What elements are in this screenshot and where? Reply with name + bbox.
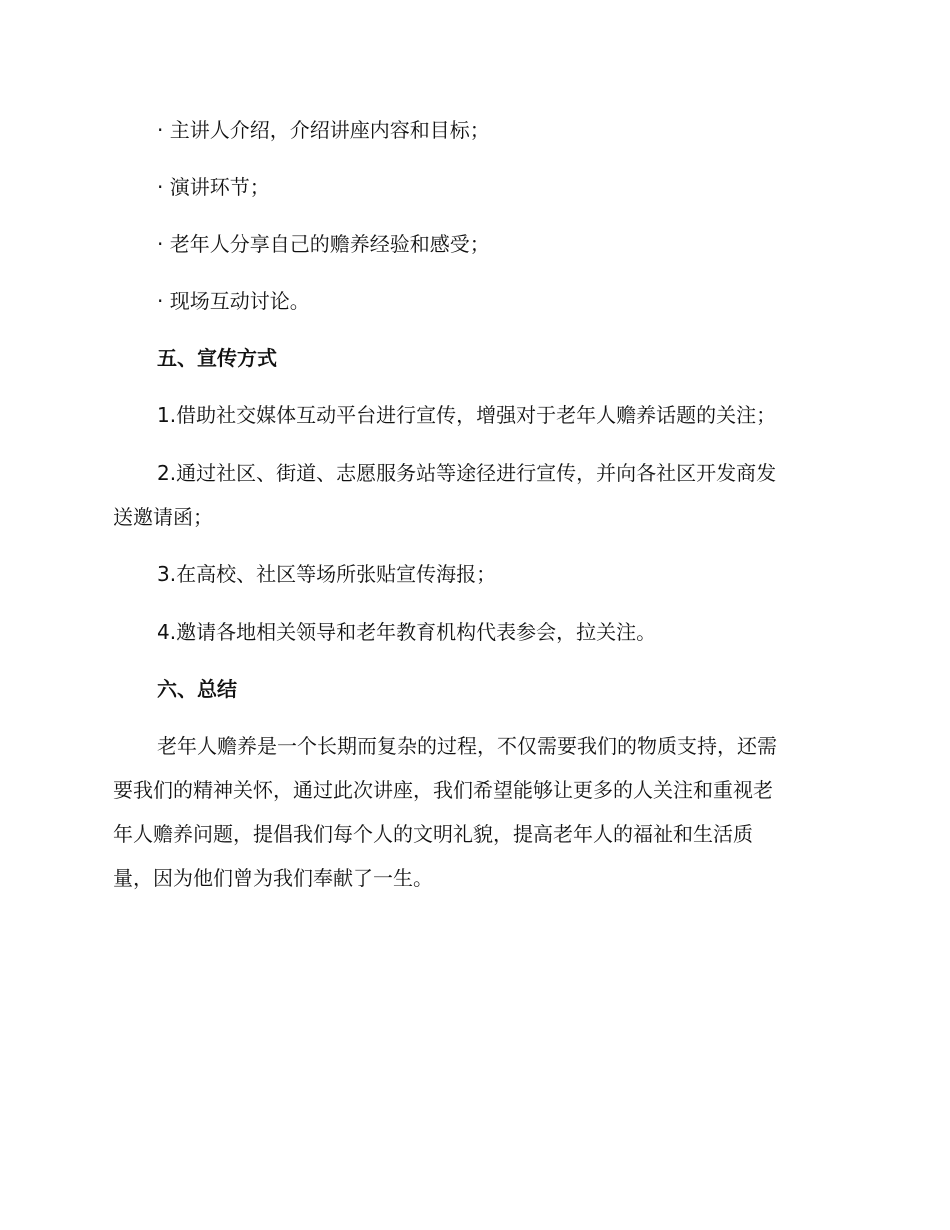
section-heading-publicity: 五、宣传方式 bbox=[157, 346, 277, 370]
summary-paragraph-line: 要我们的精神关怀，通过此次讲座，我们希望能够让更多的人关注和重视老 bbox=[113, 778, 773, 802]
publicity-item: 3.在高校、社区等场所张贴宣传海报； bbox=[157, 562, 497, 586]
publicity-item-continuation: 送邀请函； bbox=[113, 505, 213, 529]
publicity-item: 1.借助社交媒体互动平台进行宣传，增强对于老年人赡养话题的关注； bbox=[157, 403, 777, 427]
bullet-item: · 演讲环节； bbox=[157, 175, 270, 199]
bullet-item: · 主讲人介绍，介绍讲座内容和目标； bbox=[157, 118, 490, 142]
bullet-item: · 老年人分享自己的赡养经验和感受； bbox=[157, 232, 490, 256]
summary-paragraph-line: 老年人赡养是一个长期而复杂的过程，不仅需要我们的物质支持，还需 bbox=[157, 734, 777, 758]
summary-paragraph-line: 年人赡养问题，提倡我们每个人的文明礼貌，提高老年人的福祉和生活质 bbox=[113, 822, 753, 846]
bullet-item: · 现场互动讨论。 bbox=[157, 289, 310, 313]
publicity-item: 2.通过社区、街道、志愿服务站等途径进行宣传，并向各社区开发商发 bbox=[157, 461, 777, 485]
section-heading-summary: 六、总结 bbox=[157, 677, 237, 701]
publicity-item: 4.邀请各地相关领导和老年教育机构代表参会，拉关注。 bbox=[157, 620, 657, 644]
summary-paragraph-line: 量，因为他们曾为我们奉献了一生。 bbox=[113, 866, 433, 890]
